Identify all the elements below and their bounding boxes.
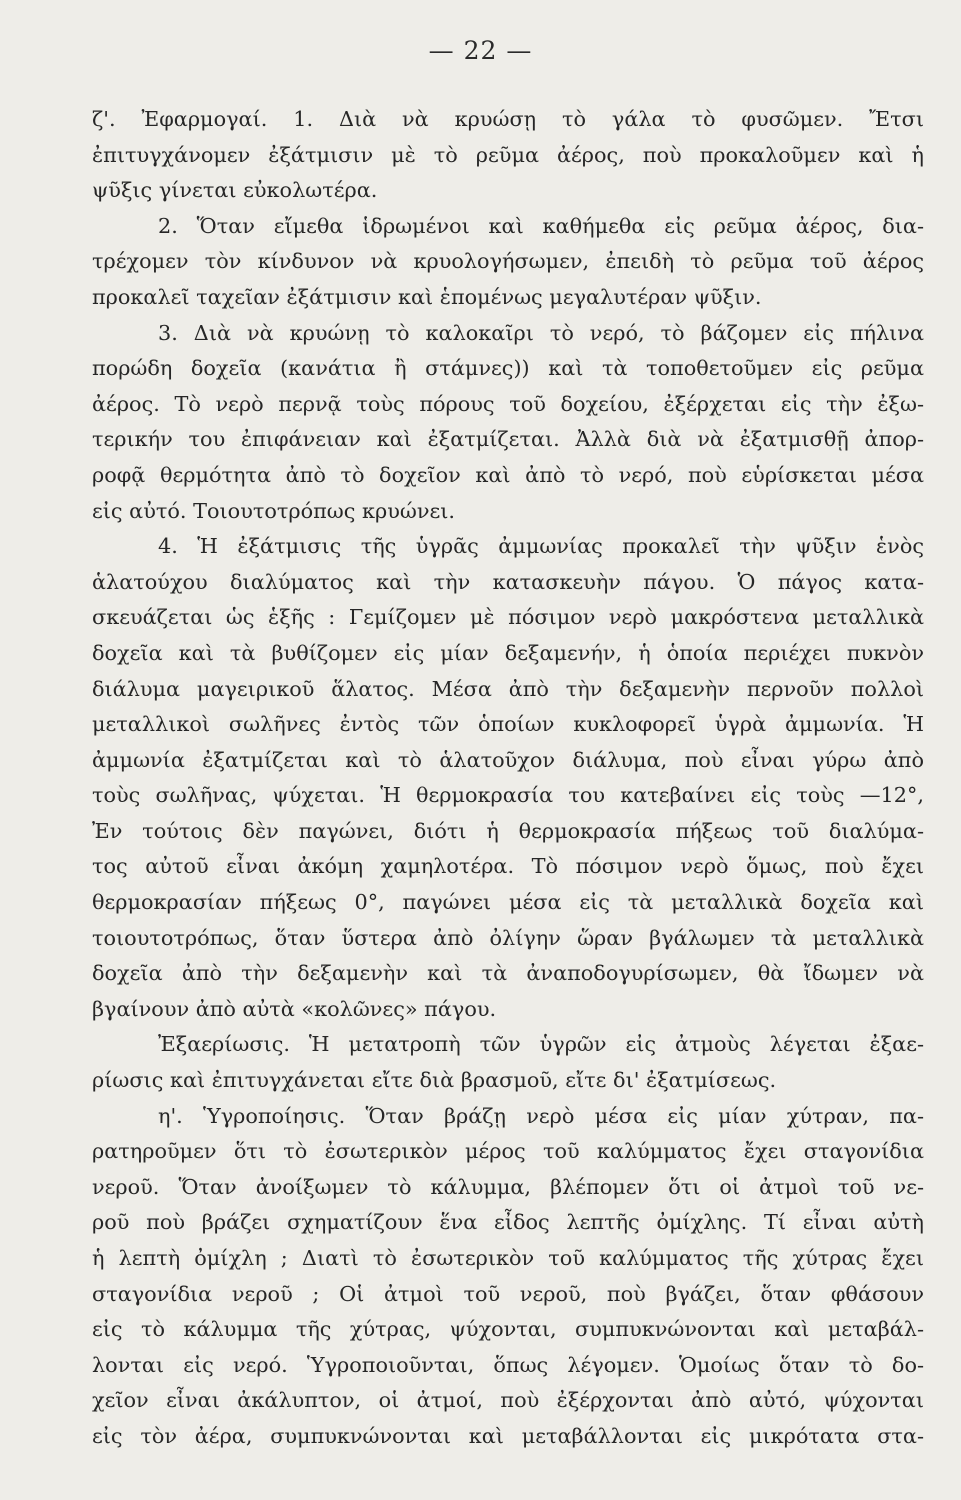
text-line: δοχεῖα καὶ τὰ βυθίζομεν εἰς μίαν δεξαμενήν, ἡ ὁποία περιέχει πυκνὸν: [92, 640, 924, 665]
body-text: [92, 102, 924, 1455]
text-line: 2. Ὅταν εἴμεθα ἱδρωμένοι καὶ καθήμεθα εἰς ρεῦμα ἀέρος, δια-: [158, 213, 924, 238]
text-line: χεῖον εἶναι ἀκάλυπτον, οἱ ἀτμοί, ποὺ ἐξέρχονται ἀπὸ αὐτό, ψύχονται: [92, 1388, 924, 1413]
text-line: πορώδη δοχεῖα (κανάτια ἢ στάμνες)) καὶ τὰ τοποθετοῦμεν εἰς ρεῦμα: [92, 356, 924, 381]
text-line: ἐπιτυγχάνομεν ἐξάτμισιν μὲ τὸ ρεῦμα ἀέρος, ποὺ προκαλοῦμεν καὶ ἡ: [92, 142, 924, 167]
text-line: ρατηροῦμεν ὅτι τὸ ἐσωτερικὸν μέρος τοῦ καλύμματος ἔχει σταγονίδια: [92, 1139, 924, 1164]
text-line: Ἐν τούτοις δὲν παγώνει, διότι ἡ θερμοκρασία πήξεως τοῦ διαλύμα-: [92, 818, 924, 843]
text-line: ἁλατούχου διαλύματος καὶ τὴν κατασκευὴν πάγου. Ὁ πάγος κατα-: [92, 569, 924, 594]
text-line: τοὺς σωλῆνας, ψύχεται. Ἡ θερμοκρασία του κατεβαίνει εἰς τοὺς —12°,: [92, 783, 924, 808]
text-line: ροφᾷ θερμότητα ἀπὸ τὸ δοχεῖον καὶ ἀπὸ τὸ νερό, ποὺ εὑρίσκεται μέσα: [92, 462, 924, 487]
text-line: ἀέρος. Τὸ νερὸ περνᾷ τοὺς πόρους τοῦ δοχείου, ἐξέρχεται εἰς τὴν ἐξω-: [92, 391, 924, 416]
text-line: βγαίνουν ἀπὸ αὐτὰ «κολῶνες» πάγου.: [92, 996, 497, 1021]
text-line: ψῦξις γίνεται εὐκολωτέρα.: [92, 178, 378, 203]
text-line: προκαλεῖ ταχεῖαν ἐξάτμισιν καὶ ἑπομένως μεγαλυτέραν ψῦξιν.: [92, 284, 762, 309]
text-line: ἀμμωνία ἐξατμίζεται καὶ τὸ ἁλατοῦχον διάλυμα, ποὺ εἶναι γύρω ἀπὸ: [92, 747, 924, 772]
text-line: τερικήν του ἐπιφάνειαν καὶ ἐξατμίζεται. Ἀλλὰ διὰ νὰ ἐξατμισθῇ ἀπορ-: [92, 427, 924, 452]
text-line: εἰς αὐτό. Τοιουτοτρόπως κρυώνει.: [92, 498, 456, 523]
text-line: τρέχομεν τὸν κίνδυνον νὰ κρυολογήσωμεν, ἐπειδὴ τὸ ρεῦμα τοῦ ἀέρος: [92, 249, 924, 274]
text-line: εἰς τὸ κάλυμμα τῆς χύτρας, ψύχονται, συμπυκνώνονται καὶ μεταβάλ-: [92, 1317, 924, 1342]
text-line: ἡ λεπτὴ ὀμίχλη ; Διατὶ τὸ ἐσωτερικὸν τοῦ καλύμματος τῆς χύτρας ἔχει: [92, 1246, 924, 1270]
text-line: δοχεῖα ἀπὸ τὴν δεξαμενὴν καὶ τὰ ἀναποδογυρίσωμεν, θὰ ἴδωμεν νὰ: [92, 961, 924, 986]
text-line: ροῦ ποὺ βράζει σχηματίζουν ἕνα εἶδος λεπτῆς ὀμίχλης. Τί εἶναι αὐτὴ: [92, 1210, 924, 1235]
text-line: θερμοκρασίαν πήξεως 0°, παγώνει μέσα εἰς τὰ μεταλλικὰ δοχεῖα καὶ: [92, 890, 924, 915]
text-line: 3. Διὰ νὰ κρυώνῃ τὸ καλοκαῖρι τὸ νερό, τὸ βάζομεν εἰς πήλινα: [158, 320, 924, 345]
text-line: ρίωσις καὶ ἐπιτυγχάνεται εἴτε διὰ βρασμοῦ, εἴτε δι' ἐξατμίσεως.: [92, 1068, 777, 1093]
text-line: τος αὐτοῦ εἶναι ἀκόμη χαμηλοτέρα. Τὸ πόσιμον νερὸ ὅμως, ποὺ ἔχει: [92, 854, 924, 879]
text-line: ζ'. Ἐφαρμογαί. 1. Διὰ νὰ κρυώσῃ τὸ γάλα τὸ φυσῶμεν. Ἔτσι: [92, 107, 924, 131]
text-line: σκευάζεται ὡς ἑξῆς : Γεμίζομεν μὲ πόσιμον νερὸ μακρόστενα μεταλλικὰ: [92, 605, 924, 630]
text-line: εἰς τὸν ἀέρα, συμπυκνώνονται καὶ μεταβάλλονται εἰς μικρότατα στα-: [92, 1423, 924, 1448]
text-line: η'. Ὑγροποίησις. Ὅταν βράζῃ νερὸ μέσα εἰς μίαν χύτραν, πα-: [158, 1103, 924, 1128]
text-line: νεροῦ. Ὅταν ἀνοίξωμεν τὸ κάλυμμα, βλέπομεν ὅτι οἱ ἀτμοὶ τοῦ νε-: [92, 1174, 924, 1199]
text-line: 4. Ἡ ἐξάτμισις τῆς ὑγρᾶς ἀμμωνίας προκαλεῖ τὴν ψῦξιν ἑνὸς: [158, 534, 924, 559]
text-line: Ἐξαερίωσις. Ἡ μετατροπὴ τῶν ὑγρῶν εἰς ἀτμοὺς λέγεται ἐξαε-: [158, 1032, 924, 1057]
text-line: τοιουτοτρόπως, ὅταν ὕστερα ἀπὸ ὀλίγην ὥραν βγάλωμεν τὰ μεταλλικὰ: [92, 925, 924, 950]
text-line: διάλυμα μαγειρικοῦ ἅλατος. Μέσα ἀπὸ τὴν δεξαμενὴν περνοῦν πολλοὶ: [92, 676, 924, 701]
text-line: λονται εἰς νερό. Ὑγροποιοῦνται, ὅπως λέγομεν. Ὁμοίως ὅταν τὸ δο-: [92, 1352, 924, 1377]
text-line: μεταλλικοὶ σωλῆνες ἐντὸς τῶν ὁποίων κυκλοφορεῖ ὑγρὰ ἀμμωνία. Ἡ: [92, 712, 924, 737]
text-line: σταγονίδια νεροῦ ; Οἱ ἀτμοὶ τοῦ νεροῦ, ποὺ βγάζει, ὅταν φθάσουν: [92, 1281, 924, 1306]
page-number: — 22 —: [428, 36, 533, 65]
